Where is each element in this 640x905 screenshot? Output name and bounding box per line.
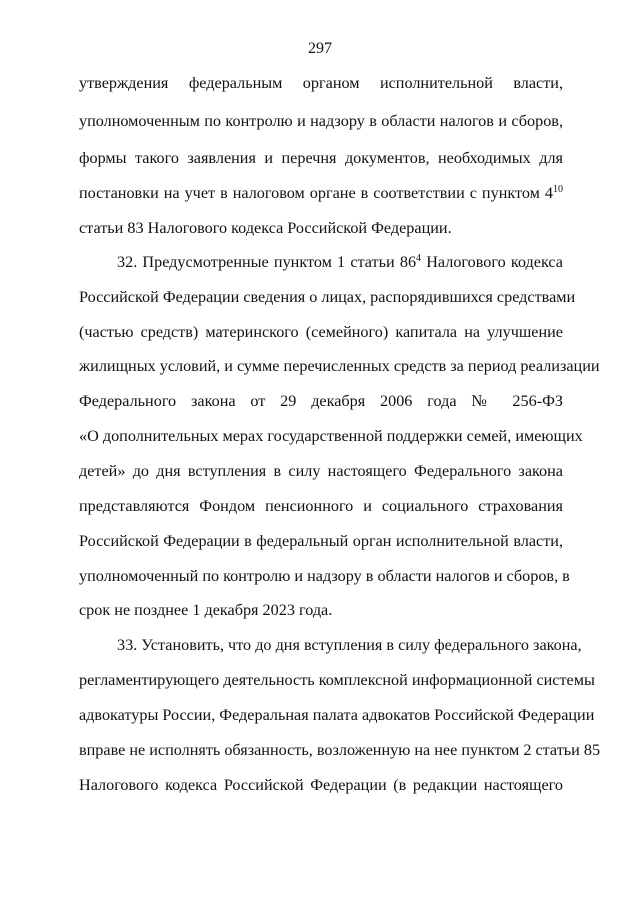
text-line: вправе не исполнять обязанность, возложенную на нее пунктом 2 статьи 85 <box>79 741 601 759</box>
text-line <box>117 253 563 271</box>
text-line: жилищных условий, и сумме перечисленных средств за период реализации <box>79 357 600 375</box>
superscript: 10 <box>553 184 563 195</box>
text-line: (частью средств) материнского (семейного) капитала на улучшение <box>79 323 563 341</box>
text-line: регламентирующего деятельность комплексной информационной системы <box>79 671 595 689</box>
text-line: Российской Федерации в федеральный орган исполнительной власти, <box>79 532 563 550</box>
superscript: 4 <box>416 253 422 264</box>
line-text: Налогового кодекса <box>421 253 563 271</box>
text-line: представляются Фондом пенсионного и социального страхования <box>79 497 563 515</box>
text-line: Налогового кодекса Российской Федерации (в редакции настоящего <box>79 776 563 794</box>
text-line: Федерального закона от 29 декабря 2006 года № 256-ФЗ <box>79 392 563 410</box>
text-line: адвокатуры России, Федеральная палата адвокатов Российской Федерации <box>79 706 595 724</box>
text-line: формы такого заявления и перечня документов, необходимых для <box>79 149 563 167</box>
text-line: 33. Установить, что до дня вступления в силу федерального закона, <box>117 636 582 654</box>
text-line <box>79 184 563 202</box>
text-line: статьи 83 Налогового кодекса Российской Федерации. <box>79 219 452 237</box>
text-line: утверждения федеральным органом исполнительной власти, <box>79 74 563 92</box>
text-line: «О дополнительных мерах государственной поддержки семей, имеющих <box>79 427 583 445</box>
line-text: постановки на учет в налоговом органе в соответствии с пунктом 4 <box>79 184 553 202</box>
text-line: Российской Федерации сведения о лицах, распорядившихся средствами <box>79 288 576 306</box>
page-number: 297 <box>308 40 332 57</box>
text-line: уполномоченным по контролю и надзору в области налогов и сборов, <box>79 112 563 130</box>
text-line: срок не позднее 1 декабря 2023 года. <box>79 601 333 619</box>
line-text: 32. Предусмотренные пунктом 1 статьи 86 <box>117 253 417 271</box>
text-line: детей» до дня вступления в силу настоящего Федерального закона <box>79 462 563 480</box>
text-line: уполномоченный по контролю и надзору в области налогов и сборов, в <box>79 567 570 585</box>
